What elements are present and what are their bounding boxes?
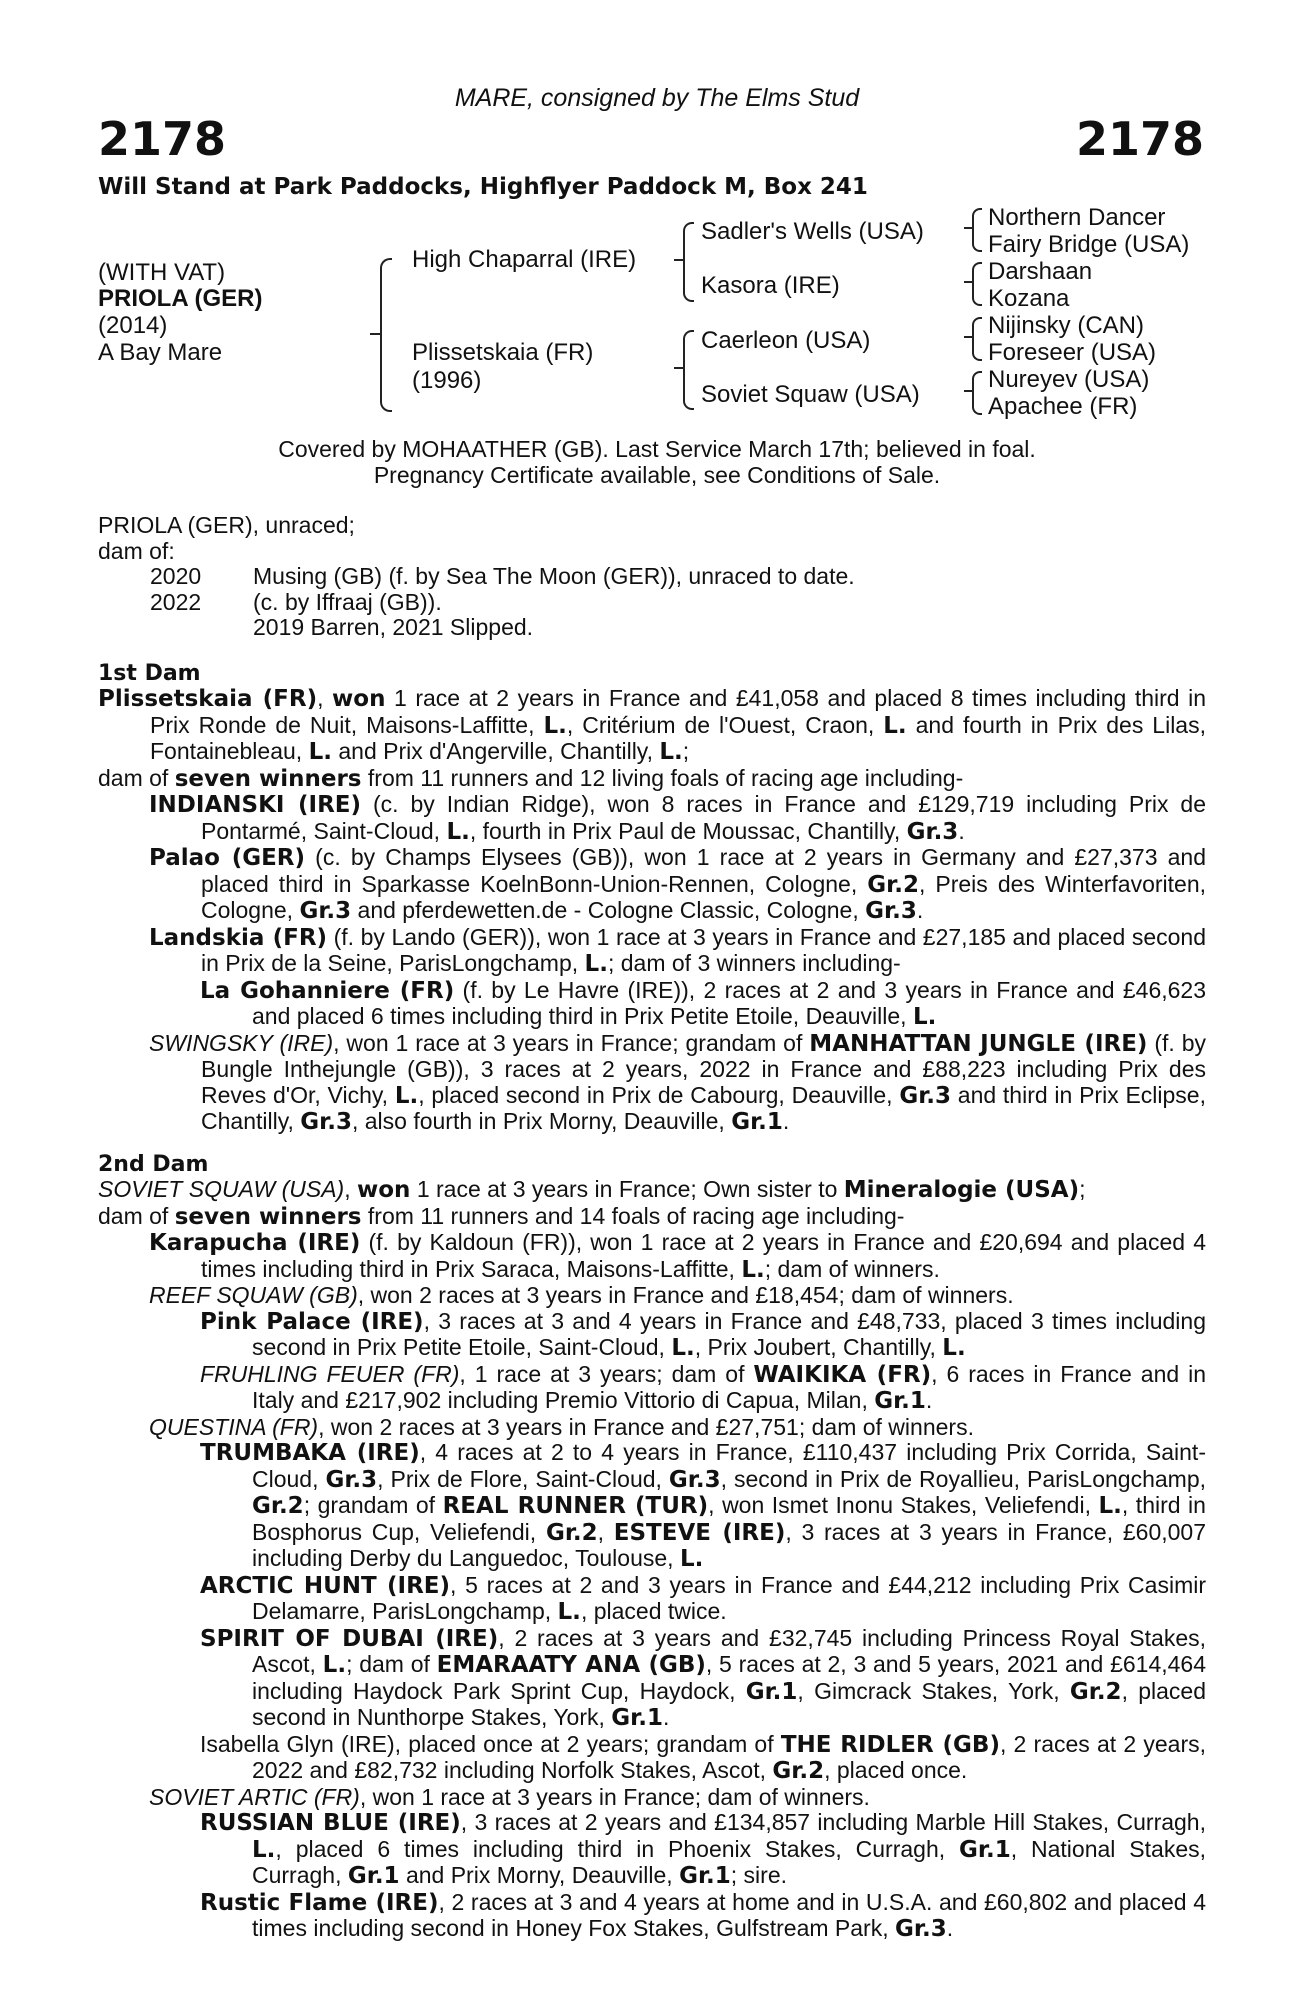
produce-row <box>150 590 855 616</box>
second-dam-entry: SOVIET SQUAW (USA), won 1 race at 3 years in France; Own sister to Mineralogie (USA); <box>98 1176 1086 1203</box>
pedigree-brace-g2 <box>972 262 982 306</box>
produce-entry-rustic-flame: Rustic Flame (IRE), 2 races at 3 and 4 years at home and in U.S.A. and £60,802 and placed 4 times including second in Honey Fox Stakes, Gulfstream Park, Gr.3. <box>200 1888 1206 1942</box>
produce-entry-swingsky: SWINGSKY (IRE), won 1 race at 3 years in France; grandam of MANHATTAN JUNGLE (IRE) (f. by Bungle Inthejungle (GB)), 3 races at 2 years, 2022 in France and £88,223 including Prix des Reves d'Or, Vichy, L., placed second in Prix de Cabourg, Deauville, Gr.3 and third in Prix Eclipse, Chantilly, Gr.3, also fourth in Prix Morny, Deauville, Gr.1. <box>149 1029 1206 1135</box>
ancestor-5: Nijinsky (CAN) <box>988 312 1144 339</box>
produce-table <box>150 564 855 641</box>
ancestor-1: Northern Dancer <box>988 204 1166 231</box>
produce-entry-pink-palace: Pink Palace (IRE), 3 races at 3 and 4 years in France and £48,733, placed 3 times including second in Prix Petite Etoile, Saint-Cloud, L., Prix Joubert, Chantilly, L. <box>200 1307 1206 1361</box>
first-dam-entry: Plissetskaia (FR), won 1 race at 2 years in France and £41,058 and placed 8 times including third in Prix Ronde de Nuit, Maisons-Laffitte, L., Critérium de l'Ouest, Craon, L. and fourth in Prix des Lilas, Fontainebleau, L. and Prix d'Angerville, Chantilly, L.; <box>98 685 1207 765</box>
pedigree-brace-g3-point <box>964 336 972 338</box>
produce-intro: PRIOLA (GER), unraced; <box>98 512 355 538</box>
produce-entry-indianski: INDIANSKI (IRE) (c. by Indian Ridge), won 8 races in France and £129,719 including Prix de Pontarmé, Saint-Cloud, L., fourth in Prix Paul de Moussac, Chantilly, Gr.3. <box>149 791 1207 845</box>
horse-description: A Bay Mare <box>98 339 223 366</box>
pedigree-brace-g2-point <box>964 281 972 283</box>
lot-number-right: 2178 <box>1075 112 1204 166</box>
horse-name: Plissetskaia (FR) <box>98 686 318 712</box>
dam-name: Plissetskaia (FR) <box>412 339 594 366</box>
catalogue-body <box>98 513 1206 1943</box>
ancestor-8: Apachee (FR) <box>988 393 1138 420</box>
produce-entry-questina: QUESTINA (FR), won 2 races at 3 years in France and £27,751; dam of winners. <box>149 1413 974 1440</box>
horse-year: (2014) <box>98 312 168 339</box>
produce-entry-spirit-of-dubai: SPIRIT OF DUBAI (IRE), 2 races at 3 years and £32,745 including Princess Royal Stakes, Ascot, L.; dam of EMARAATY ANA (GB), 5 races at 2, 3 and 5 years, 2021 and £614,464 including Haydock Park Sprint Cup, Haydock, Gr.1, Gimcrack Stakes, York, Gr.2, placed second in Nunthorpe Stakes, York, Gr.1. <box>200 1624 1206 1731</box>
produce-text: 2019 Barren, 2021 Slipped. <box>253 614 534 640</box>
ancestor-6: Foreseer (USA) <box>988 339 1157 366</box>
lot-number-left: 2178 <box>98 112 227 166</box>
dam-sire: Caerleon (USA) <box>701 327 871 354</box>
produce-entry-fruhling-feuer: FRUHLING FEUER (FR), 1 race at 3 years; dam of WAIKIKA (FR), 6 races in France and in Italy and £217,902 including Premio Vittorio di Capua, Milan, Gr.1. <box>200 1360 1207 1414</box>
consignment-line: MARE, consigned by The Elms Stud <box>454 84 860 112</box>
produce-entry-soviet-artic: SOVIET ARTIC (FR), won 1 race at 3 years in France; dam of winners. <box>149 1783 870 1810</box>
ancestor-4: Kozana <box>988 285 1070 312</box>
horse-name: PRIOLA (GER) <box>98 285 263 312</box>
produce-entry-arctic-hunt: ARCTIC HUNT (IRE), 5 races at 2 and 3 years in France and £44,212 including Prix Casimir Delamarre, ParisLongchamp, L., placed twice. <box>200 1571 1206 1625</box>
pedigree-brace-g1 <box>972 208 982 252</box>
produce-entry-reef-squaw: REEF SQUAW (GB), won 2 races at 3 years in France and £18,454; dam of winners. <box>149 1282 1014 1308</box>
produce-row <box>150 564 855 590</box>
produce-row <box>150 615 855 641</box>
produce-year <box>150 615 253 641</box>
pregnancy-line: Pregnancy Certificate available, see Conditions of Sale. <box>373 462 941 488</box>
pedigree-brace-sire-point <box>674 259 684 261</box>
sire-sire: Sadler's Wells (USA) <box>701 218 924 245</box>
pedigree-brace-main <box>380 258 392 412</box>
covered-line: Covered by MOHAATHER (GB). Last Service March 17th; believed in foal. <box>278 436 1036 462</box>
pedigree-brace-g4 <box>972 371 982 415</box>
vat-label: (WITH VAT) <box>98 259 226 286</box>
pedigree-brace-dam <box>683 330 694 410</box>
second-dam-produce-summary: dam of seven winners from 11 runners and 14 foals of racing age including- <box>98 1202 905 1230</box>
dam-year: (1996) <box>412 367 482 394</box>
produce-entry-palao: Palao (GER) (c. by Champs Elysees (GB)), won 1 race at 2 years in Germany and £27,373 and placed third in Sparkasse KoelnBonn-Union-Rennen, Cologne, Gr.2, Preis des Winterfavoriten, Cologne, Gr.3 and pferdewetten.de - Cologne Classic, Cologne, Gr.3. <box>149 844 1207 924</box>
second-dam-heading: 2nd Dam <box>98 1151 209 1177</box>
produce-entry-la-gohanniere: La Gohanniere (FR) (f. by Le Havre (IRE)), 2 races at 2 and 3 years in France and £46,623 and placed 6 times including third in Prix Petite Etoile, Deauville, L. <box>200 976 1207 1030</box>
pedigree-brace-sire <box>683 222 694 302</box>
pedigree-brace-g1-point <box>964 227 972 229</box>
produce-text: (c. by Iffraaj (GB)). <box>253 588 442 615</box>
produce-entry-landskia: Landskia (FR) (f. by Lando (GER)), won 1 race at 3 years in France and £27,185 and placed second in Prix de la Seine, ParisLongchamp, L.; dam of 3 winners including- <box>149 923 1206 977</box>
first-dam-produce-summary: dam of seven winners from 11 runners and 12 living foals of racing age including- <box>98 764 964 792</box>
won-label: won <box>332 686 386 712</box>
first-dam-heading: 1st Dam <box>98 660 201 686</box>
produce-entry-karapucha: Karapucha (IRE) (f. by Kaldoun (FR)), won 1 race at 2 years in France and £20,694 and placed 4 times including third in Prix Saraca, Maisons-Laffitte, L.; dam of winners. <box>149 1229 1206 1283</box>
sire-dam: Kasora (IRE) <box>701 272 840 299</box>
produce-entry-russian-blue: RUSSIAN BLUE (IRE), 3 races at 2 years and £134,857 including Marble Hill Stakes, Curragh, L., placed 6 times including third in Phoenix Stakes, Curragh, Gr.1, National Stakes, Curragh, Gr.1 and Prix Morny, Deauville, Gr.1; sire. <box>200 1809 1206 1889</box>
location-line: Will Stand at Park Paddocks, Highflyer Paddock M, Box 241 <box>98 174 868 200</box>
produce-dam-of: dam of: <box>98 537 175 564</box>
produce-year: 2020 <box>150 563 202 589</box>
produce-text: Musing (GB) (f. by Sea The Moon (GER)), unraced to date. <box>253 563 855 589</box>
pedigree-brace-dam-point <box>674 367 684 369</box>
ancestor-3: Darshaan <box>988 258 1093 285</box>
dam-dam: Soviet Squaw (USA) <box>701 381 920 408</box>
produce-entry-isabella-glyn: Isabella Glyn (IRE), placed once at 2 years; grandam of THE RIDLER (GB), 2 races at 2 years, 2022 and £82,732 including Norfolk Stakes, Ascot, Gr.2, placed once. <box>200 1730 1206 1784</box>
pedigree-brace-g4-point <box>964 390 972 392</box>
produce-entry-trumbaka: TRUMBAKA (IRE), 4 races at 2 to 4 years in France, £110,437 including Prix Corrida, Saint-Cloud, Gr.3, Prix de Flore, Saint-Cloud, Gr.3, second in Prix de Royallieu, ParisLongchamp, Gr.2; grandam of REAL RUNNER (TUR), won Ismet Inonu Stakes, Veliefendi, L., third in Bosphorus Cup, Veliefendi, Gr.2, ESTEVE (IRE), 3 races at 3 years in France, £60,007 including Derby du Languedoc, Toulouse, L. <box>200 1439 1207 1572</box>
sire-name: High Chaparral (IRE) <box>412 246 637 273</box>
pedigree-brace-g3 <box>972 317 982 361</box>
ancestor-2: Fairy Bridge (USA) <box>988 231 1190 258</box>
pedigree-brace-main-point <box>370 333 380 335</box>
produce-year: 2022 <box>150 588 202 615</box>
ancestor-7: Nureyev (USA) <box>988 366 1150 393</box>
